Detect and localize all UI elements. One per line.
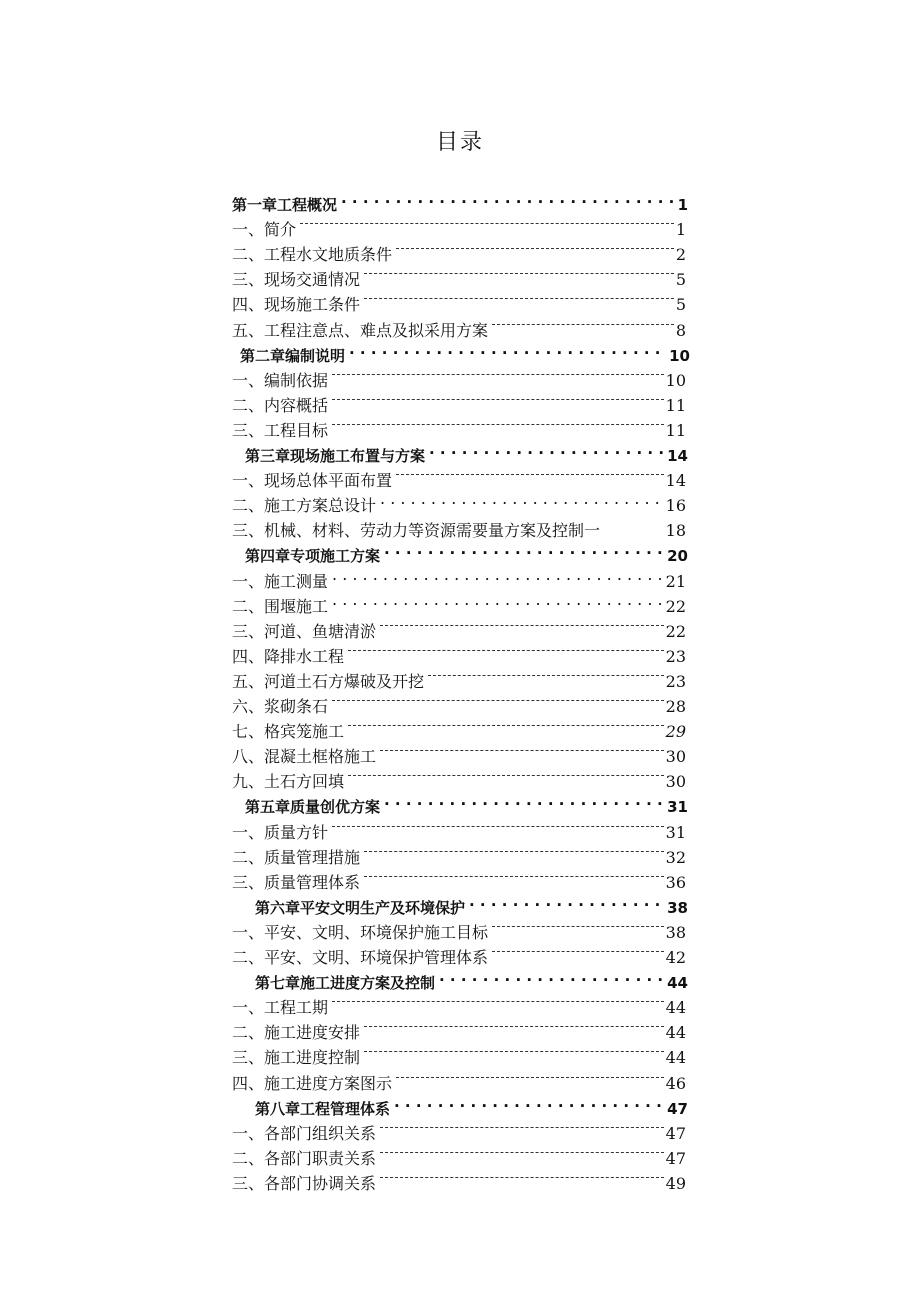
toc-page-number: 1 xyxy=(677,196,688,214)
toc-entry-label: 三、工程目标 xyxy=(232,421,329,440)
toc-page-number: 18 xyxy=(665,521,686,540)
toc-entry-label: 三、河道、鱼塘清淤 xyxy=(232,622,377,641)
toc-entry-label: 一、现场总体平面布置 xyxy=(232,471,393,490)
toc-page-number: 31 xyxy=(667,798,688,816)
toc-chapter-entry[interactable] xyxy=(232,186,688,214)
toc-leader xyxy=(332,588,664,612)
toc-leader xyxy=(380,738,664,762)
toc-chapter-entry[interactable] xyxy=(255,889,688,917)
toc-chapter-entry[interactable] xyxy=(255,964,688,992)
toc-page-number: 1 xyxy=(675,220,686,239)
toc-leader xyxy=(332,362,664,386)
toc-chapter-entry[interactable] xyxy=(245,788,688,816)
toc-leader xyxy=(380,1140,664,1164)
toc-leader xyxy=(332,989,664,1013)
toc-page-number: 46 xyxy=(665,1074,686,1093)
toc-section-entry[interactable] xyxy=(232,1065,686,1093)
toc-page-number: 32 xyxy=(665,848,686,867)
toc-entry-label: 二、工程水文地质条件 xyxy=(232,245,393,264)
toc-leader xyxy=(380,1115,664,1139)
toc-section-entry[interactable] xyxy=(232,939,686,967)
toc-leader xyxy=(364,1039,664,1063)
toc-section-entry[interactable] xyxy=(232,1165,686,1193)
toc-page-number: 49 xyxy=(665,1174,686,1193)
toc-leader xyxy=(332,412,664,436)
toc-leader xyxy=(380,613,664,637)
toc-entry-label: 五、工程注意点、难点及拟采用方案 xyxy=(232,321,489,340)
toc-leader xyxy=(469,889,665,913)
toc-leader xyxy=(439,964,665,988)
toc-section-entry[interactable] xyxy=(232,914,686,942)
toc-section-entry[interactable] xyxy=(232,236,686,264)
toc-page-number: 10 xyxy=(665,371,686,390)
toc-page-number: 14 xyxy=(665,471,686,490)
toc-leader xyxy=(332,563,664,587)
toc-leader xyxy=(492,312,674,336)
toc-page-number: 44 xyxy=(665,1048,686,1067)
toc-page-number: 29 xyxy=(665,722,686,741)
toc-entry-label: 七、格宾笼施工 xyxy=(232,722,345,741)
toc-leader xyxy=(380,1165,664,1189)
toc-leader xyxy=(332,688,664,712)
toc-section-entry[interactable] xyxy=(232,663,686,691)
toc-entry-label: 三、机械、材料、劳动力等资源需要量方案及控制一 xyxy=(232,521,601,540)
toc-entry-label: 一、质量方针 xyxy=(232,823,329,842)
toc-section-entry[interactable] xyxy=(232,638,686,666)
toc-leader xyxy=(384,788,665,812)
toc-entry-label: 第一章工程概况 xyxy=(232,196,338,214)
toc-page-number: 14 xyxy=(667,447,688,465)
toc-page-number: 28 xyxy=(665,697,686,716)
toc-section-entry[interactable] xyxy=(232,512,686,540)
toc-page-number: 8 xyxy=(675,321,686,340)
toc-leader xyxy=(348,638,664,662)
toc-section-entry[interactable] xyxy=(232,462,686,490)
toc-entry-label: 四、现场施工条件 xyxy=(232,295,361,314)
toc-leader xyxy=(348,713,664,737)
toc-page-number: 44 xyxy=(665,1023,686,1042)
toc-section-entry[interactable] xyxy=(232,864,686,892)
toc-page-number: 47 xyxy=(667,1100,688,1118)
toc-entry-label: 三、施工进度控制 xyxy=(232,1048,361,1067)
toc-section-entry[interactable] xyxy=(232,563,686,591)
toc-page-number: 22 xyxy=(665,597,686,616)
toc-leader xyxy=(429,437,665,461)
toc-section-entry[interactable] xyxy=(232,1115,686,1143)
toc-page-number: 47 xyxy=(665,1124,686,1143)
toc-entry-label: 第三章现场施工布置与方案 xyxy=(245,447,426,465)
toc-leader xyxy=(604,512,664,536)
toc-leader xyxy=(364,1014,664,1038)
toc-leader xyxy=(332,387,664,411)
toc-entry-label: 第七章施工进度方案及控制 xyxy=(255,974,436,992)
toc-chapter-entry[interactable] xyxy=(240,337,690,365)
toc-entry-label: 二、内容概括 xyxy=(232,396,329,415)
toc-entry-label: 二、平安、文明、环境保护管理体系 xyxy=(232,948,489,967)
toc-entry-label: 二、各部门职责关系 xyxy=(232,1149,377,1168)
toc-page-number: 20 xyxy=(667,547,688,565)
toc-entry-label: 四、施工进度方案图示 xyxy=(232,1074,393,1093)
toc-section-entry[interactable] xyxy=(232,1140,686,1168)
toc-leader xyxy=(364,839,664,863)
toc-leader xyxy=(396,236,674,260)
toc-page-number: 44 xyxy=(667,974,688,992)
toc-section-entry[interactable] xyxy=(232,1039,686,1067)
toc-leader xyxy=(341,186,676,210)
toc-section-entry[interactable] xyxy=(232,312,686,340)
toc-page-number: 30 xyxy=(665,772,686,791)
toc-page-number: 30 xyxy=(665,747,686,766)
toc-chapter-entry[interactable] xyxy=(255,1090,688,1118)
toc-leader xyxy=(492,939,664,963)
toc-chapter-entry[interactable] xyxy=(245,537,688,565)
toc-page-number: 10 xyxy=(669,347,690,365)
toc-entry-label: 四、降排水工程 xyxy=(232,647,345,666)
toc-page-number: 44 xyxy=(665,998,686,1017)
toc-leader xyxy=(396,1065,664,1089)
toc-entry-label: 第二章编制说明 xyxy=(240,347,346,365)
toc-page-number: 36 xyxy=(665,873,686,892)
toc-page-number: 5 xyxy=(675,270,686,289)
toc-entry-label: 一、工程工期 xyxy=(232,998,329,1017)
toc-section-entry[interactable] xyxy=(232,738,686,766)
toc-page-number: 31 xyxy=(665,823,686,842)
toc-leader xyxy=(364,286,674,310)
toc-leader xyxy=(300,211,674,235)
toc-entry-label: 八、混凝土框格施工 xyxy=(232,747,377,766)
toc-page-number: 47 xyxy=(665,1149,686,1168)
toc-page-number: 11 xyxy=(665,396,686,415)
toc-leader xyxy=(348,763,664,787)
toc-leader xyxy=(396,462,664,486)
toc-entry-label: 一、编制依据 xyxy=(232,371,329,390)
toc-page-number: 42 xyxy=(665,948,686,967)
toc-chapter-entry[interactable] xyxy=(245,437,688,465)
toc-section-entry[interactable] xyxy=(232,211,686,239)
toc-section-entry[interactable] xyxy=(232,387,686,415)
toc-page-number: 11 xyxy=(665,421,686,440)
toc-page-number: 38 xyxy=(667,899,688,917)
toc-section-entry[interactable] xyxy=(232,588,686,616)
toc-entry-label: 二、围堰施工 xyxy=(232,597,329,616)
toc-entry-label: 第六章平安文明生产及环境保护 xyxy=(255,899,466,917)
toc-section-entry[interactable] xyxy=(232,1014,686,1042)
toc-section-entry[interactable] xyxy=(232,613,686,641)
toc-page-number: 16 xyxy=(665,496,686,515)
toc-entry-label: 一、施工测量 xyxy=(232,572,329,591)
toc-entry-label: 三、质量管理体系 xyxy=(232,873,361,892)
toc-entry-label: 三、各部门协调关系 xyxy=(232,1174,377,1193)
toc-page-number: 2 xyxy=(675,245,686,264)
toc-entry-label: 三、现场交通情况 xyxy=(232,270,361,289)
toc-page-number: 21 xyxy=(665,572,686,591)
toc-page-number: 22 xyxy=(665,622,686,641)
toc-entry-label: 一、各部门组织关系 xyxy=(232,1124,377,1143)
toc-section-entry[interactable] xyxy=(232,487,686,515)
toc-entry-label: 六、浆砌条石 xyxy=(232,697,329,716)
toc-section-entry[interactable] xyxy=(232,989,686,1017)
toc-section-entry[interactable] xyxy=(232,713,686,741)
toc-section-entry[interactable] xyxy=(232,412,686,440)
toc-page-number: 38 xyxy=(665,923,686,942)
toc-entry-label: 二、施工进度安排 xyxy=(232,1023,361,1042)
toc-page-number: 23 xyxy=(665,647,686,666)
toc-entry-label: 第八章工程管理体系 xyxy=(255,1100,391,1118)
toc-page-number: 5 xyxy=(675,295,686,314)
toc-leader xyxy=(364,261,674,285)
toc-section-entry[interactable] xyxy=(232,839,686,867)
toc-leader xyxy=(384,537,665,561)
toc-entry-label: 一、简介 xyxy=(232,220,297,239)
toc-leader xyxy=(364,864,664,888)
toc-page-number: 23 xyxy=(665,672,686,691)
toc-leader xyxy=(394,1090,665,1114)
toc-entry-label: 九、土石方回填 xyxy=(232,772,345,791)
toc-leader xyxy=(492,914,664,938)
toc-entry-label: 五、河道土石方爆破及开挖 xyxy=(232,672,425,691)
toc-section-entry[interactable] xyxy=(232,688,686,716)
toc-entry-label: 一、平安、文明、环境保护施工目标 xyxy=(232,923,489,942)
toc-section-entry[interactable] xyxy=(232,814,686,842)
toc-entry-label: 第五章质量创优方案 xyxy=(245,798,381,816)
toc-entry-label: 第四章专项施工方案 xyxy=(245,547,381,565)
toc-entry-label: 二、施工方案总设计 xyxy=(232,496,377,515)
toc-leader xyxy=(428,663,664,687)
toc-section-entry[interactable] xyxy=(232,261,686,289)
toc-leader xyxy=(349,337,667,361)
toc-section-entry[interactable] xyxy=(232,763,686,791)
toc-leader xyxy=(332,814,664,838)
page-title: 目录 xyxy=(435,130,484,155)
toc-section-entry[interactable] xyxy=(232,362,686,390)
toc-section-entry[interactable] xyxy=(232,286,686,314)
toc-entry-label: 二、质量管理措施 xyxy=(232,848,361,867)
toc-leader xyxy=(380,487,664,511)
